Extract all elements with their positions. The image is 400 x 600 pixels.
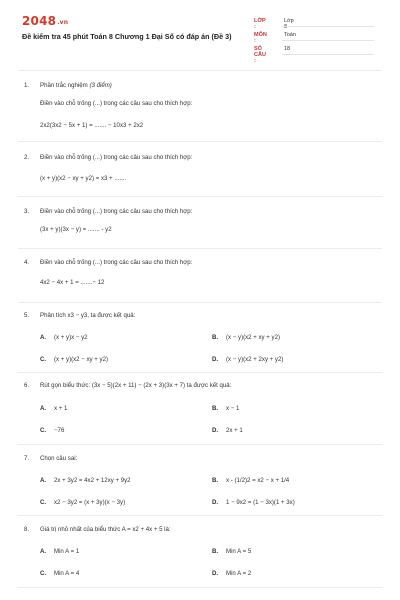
option-text: x2 − 3y2 = (x + 3y)(x − 3y) xyxy=(54,499,126,506)
exam-title: Đề kiểm tra 45 phút Toán 8 Chương 1 Đại Số có đáp án (Đề 3) xyxy=(22,32,232,41)
divider xyxy=(18,141,382,142)
question-stem: Giá trị nhỏ nhất của biểu thức A = x2 + 4x + 5 là: xyxy=(40,526,171,533)
option-label: A. xyxy=(40,334,47,341)
logo-sub: .vn xyxy=(57,19,69,26)
divider xyxy=(18,70,382,71)
option-text: Min A = 5 xyxy=(226,548,252,555)
option-label: A. xyxy=(40,405,47,412)
question-stem: Rút gọn biểu thức: (3x − 5)(2x + 11) − (2x + 3)(3x + 7) ta được kết quả: xyxy=(40,382,232,389)
option-label: B. xyxy=(212,548,219,555)
question-number: 8. xyxy=(24,526,30,533)
question-line: (3x + y)(3x − y) = ....... - y2 xyxy=(40,226,112,233)
option-text: Min A = 1 xyxy=(54,548,80,555)
option-label: B. xyxy=(212,405,219,412)
option-label: D. xyxy=(212,356,219,363)
divider xyxy=(18,196,382,197)
logo-main: 2048 xyxy=(22,14,57,28)
option-label: A. xyxy=(40,477,47,484)
info-key-subject: MÔN : xyxy=(254,32,267,44)
question-number: 4. xyxy=(24,259,30,266)
option-text: (x + y)x − y2 xyxy=(54,334,88,341)
info-key-class: LỚP : xyxy=(254,18,266,30)
info-underline xyxy=(282,54,374,55)
divider xyxy=(18,515,382,516)
question-stem: Phân tích x3 − y3, ta được kết quả: xyxy=(40,312,136,319)
option-text: (x − y)(x2 + xy + y2) xyxy=(226,334,281,341)
option-text: 1 − 9x2 = (1 − 3x)(1 + 3x) xyxy=(226,499,295,506)
question-number: 2. xyxy=(24,154,30,161)
question-line: (x + y)(x2 − xy + y2) = x3 + ....... xyxy=(40,175,127,182)
document-header xyxy=(0,0,400,62)
info-underline xyxy=(282,40,374,41)
divider xyxy=(18,587,382,588)
question-number: 1. xyxy=(24,82,30,89)
info-underline xyxy=(282,26,374,27)
question-line: Điền vào chỗ trống (...) trong các câu sau cho thích hợp: xyxy=(40,100,193,107)
question-stem-text: Phần trắc nghiệm xyxy=(40,82,88,89)
info-key-count: SỐ CÂU : xyxy=(254,46,266,64)
option-label: C. xyxy=(40,356,47,363)
option-text: Min A = 2 xyxy=(226,570,252,577)
option-text: 2x + 1 xyxy=(226,427,243,434)
option-text: (x − y)(x2 + 2xy + y2) xyxy=(226,356,284,363)
question-stem: Điền vào chỗ trống (...) trong các câu sau cho thích hợp: xyxy=(40,259,193,266)
question-stem: Điền vào chỗ trống (...) trong các câu sau cho thích hợp: xyxy=(40,154,193,161)
option-text: x − 1 xyxy=(226,405,240,412)
question-stem-note: (3 điểm) xyxy=(89,82,112,89)
question-number: 7. xyxy=(24,455,30,462)
option-text: 2x + 3y2 = 4x2 + 12xy + 9y2 xyxy=(54,477,131,484)
question-number: 6. xyxy=(24,382,30,389)
option-label: C. xyxy=(40,427,47,434)
option-text: Min A = 4 xyxy=(54,570,80,577)
option-label: C. xyxy=(40,570,47,577)
site-logo[interactable] xyxy=(22,14,68,28)
divider xyxy=(18,372,382,373)
option-label: D. xyxy=(212,427,219,434)
question-line: 2x2(3x2 − 5x + 1) = ....... − 10x3 + 2x2 xyxy=(40,122,144,129)
option-label: C. xyxy=(40,499,47,506)
option-label: A. xyxy=(40,548,47,555)
info-value-subject: Toán xyxy=(284,32,296,38)
info-value-count: 18 xyxy=(284,46,291,52)
option-label: D. xyxy=(212,570,219,577)
question-stem: Chọn câu sai: xyxy=(40,455,78,462)
option-text: (x + y)(x2 − xy + y2) xyxy=(54,356,109,363)
option-text: x - (1/2)2 = x2 − x + 1/4 xyxy=(226,477,290,484)
option-text: x + 1 xyxy=(54,405,68,412)
question-number: 5. xyxy=(24,312,30,319)
option-label: B. xyxy=(212,477,219,484)
option-label: B. xyxy=(212,334,219,341)
info-value-class: Lớp 8 xyxy=(284,18,294,30)
divider xyxy=(18,248,382,249)
question-number: 3. xyxy=(24,208,30,215)
question-stem xyxy=(40,82,112,89)
option-text: −76 xyxy=(54,427,65,434)
divider xyxy=(18,302,382,303)
option-label: D. xyxy=(212,499,219,506)
question-line: 4x2 − 4x + 1 = .......− 12 xyxy=(40,279,105,286)
question-stem: Điền vào chỗ trống (...) trong các câu sau cho thích hợp: xyxy=(40,208,193,215)
divider xyxy=(18,444,382,445)
